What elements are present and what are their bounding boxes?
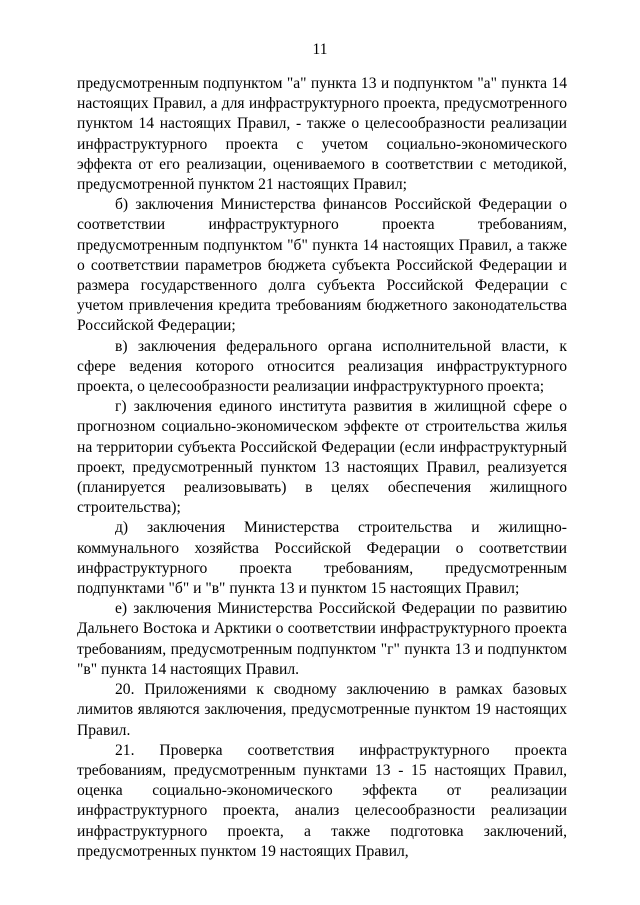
document-body <box>77 74 567 862</box>
paragraph-item-b: б) заключения Министерства финансов Российской Федерации о соответствии инфраструктурного проекта требованиям, предусмотренным подпунктом "б" пункта 14 настоящих Правил, а также о соответствии параметров бюджета субъекта Российской Федерации и размера государственного долга субъекта Российской Федерации с учетом привлечения кредита требованиям бюджетного законодательства Российской Федерации; <box>77 196 567 335</box>
page-number: 11 <box>312 41 328 58</box>
paragraph-point-20: 20. Приложениями к сводному заключению в рамках базовых лимитов являются заключения, предусмотренные пунктом 19 настоящих Правил. <box>77 681 567 739</box>
paragraph-item-e: е) заключения Министерства Российской Федерации по развитию Дальнего Востока и Арктики о соответствии инфраструктурного проекта требованиям, предусмотренным подпунктом "г" пункта 13 и подпунктом "в" пункта 14 настоящих Правил. <box>77 600 567 678</box>
paragraph-item-d: д) заключения Министерства строительства и жилищно-коммунального хозяйства Российской Федерации о соответствии инфраструктурного проекта требованиям, предусмотренным подпунктами "б" и "в" пункта 13 и пунктом 15 настоящих Правил; <box>77 519 567 598</box>
paragraph-point-21: 21. Проверка соответствия инфраструктурного проекта требованиям, предусмотренным пунктами 13 - 15 настоящих Правил, оценка социально-экономического эффекта от реализации инфраструктурного проекта, анализ целесообразности реализации инфраструктурного проекта, а также подготовка заключений, предусмотренных пунктом 19 настоящих Правил, <box>77 741 567 860</box>
paragraph-item-g: г) заключения единого института развития в жилищной сфере о прогнозном социально-экономическом эффекте от строительства жилья на территории субъекта Российской Федерации (если инфраструктурный проект, предусмотренный пунктом 13 настоящих Правил, реализуется (планируется реализовывать) в целях обеспечения жилищного строительства); <box>77 398 567 517</box>
paragraph-item-v: в) заключения федерального органа исполнительной власти, к сфере ведения которого относится реализация инфраструктурного проекта, о целесообразности реализации инфраструктурного проекта; <box>77 337 567 396</box>
paragraph-continuation: предусмотренным подпунктом "а" пункта 13 и подпунктом "а" пункта 14 настоящих Правил, а для инфраструктурного проекта, предусмотренного пунктом 14 настоящих Правил, - также о целесообразности реализации инфраструктурного проекта с учетом социально-экономического эффекта от его реализации, оцениваемого в соответствии с методикой, предусмотренной пунктом 21 настоящих Правил; <box>77 75 567 194</box>
